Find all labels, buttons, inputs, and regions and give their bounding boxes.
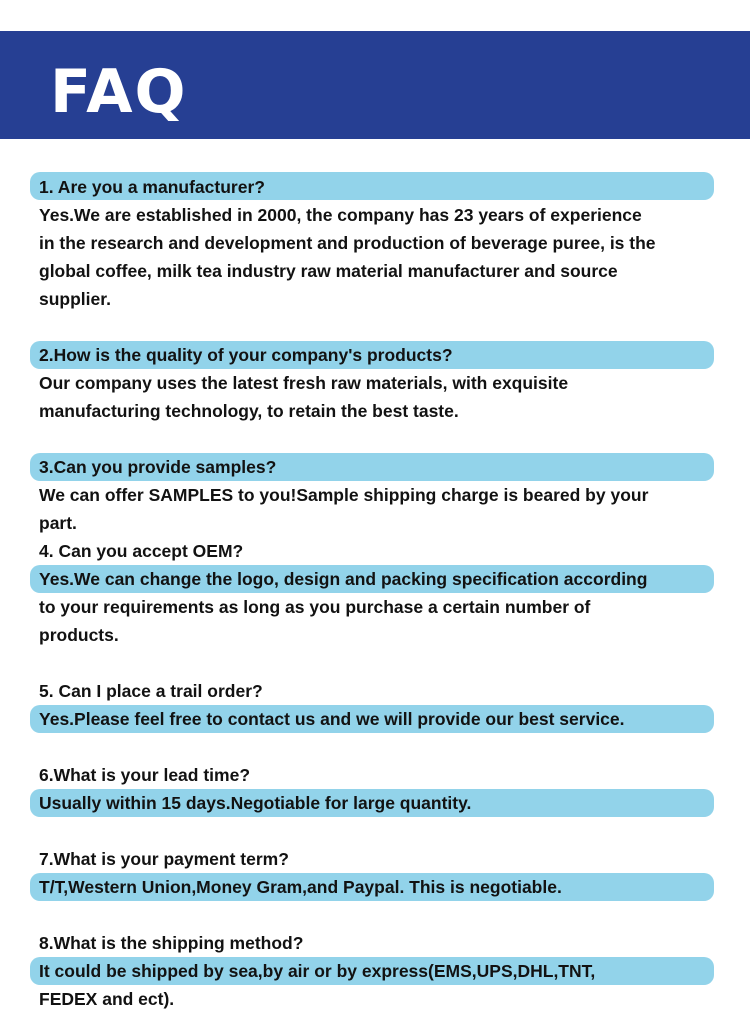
faq-answer-7-line-1: T/T,Western Union,Money Gram,and Paypal. This is negotiable. (39, 877, 562, 897)
faq-question-5: 5. Can I place a trail order? (39, 681, 263, 701)
faq-answer-6-line-1: Usually within 15 days.Negotiable for large quantity. (39, 793, 472, 813)
faq-question-8: 8.What is the shipping method? (39, 933, 304, 953)
faq-answer-1-line-4: supplier. (39, 289, 111, 309)
faq-answer-4-line-2: to your requirements as long as you purchase a certain number of (39, 597, 591, 617)
faq-answer-1-line-1: Yes.We are established in 2000, the company has 23 years of experience (39, 205, 642, 225)
faq-question-7: 7.What is your payment term? (39, 849, 289, 869)
faq-question-2: 2.How is the quality of your company's products? (39, 345, 453, 365)
faq-answer-3-line-2: part. (39, 513, 77, 533)
faq-answer-3-line-1: We can offer SAMPLES to you!Sample shipping charge is beared by your (39, 485, 649, 505)
faq-title: FAQ (50, 57, 188, 127)
faq-answer-5-line-1: Yes.Please feel free to contact us and we will provide our best service. (39, 709, 625, 729)
faq-answer-4-line-1: Yes.We can change the logo, design and packing specification according (39, 569, 648, 589)
faq-answer-4-line-3: products. (39, 625, 119, 645)
faq-answer-8-line-1: It could be shipped by sea,by air or by express(EMS,UPS,DHL,TNT, (39, 961, 596, 981)
faq-question-4: 4. Can you accept OEM? (39, 541, 244, 561)
faq-answer-2-line-2: manufacturing technology, to retain the best taste. (39, 401, 459, 421)
faq-answer-1-line-3: global coffee, milk tea industry raw material manufacturer and source (39, 261, 618, 281)
faq-question-6: 6.What is your lead time? (39, 765, 251, 785)
faq-answer-8-line-2: FEDEX and ect). (39, 989, 175, 1009)
faq-question-1: 1. Are you a manufacturer? (39, 177, 265, 197)
faq-answer-1-line-2: in the research and development and production of beverage puree, is the (39, 233, 656, 253)
faq-question-3: 3.Can you provide samples? (39, 457, 277, 477)
faq-answer-2-line-1: Our company uses the latest fresh raw materials, with exquisite (39, 373, 569, 393)
